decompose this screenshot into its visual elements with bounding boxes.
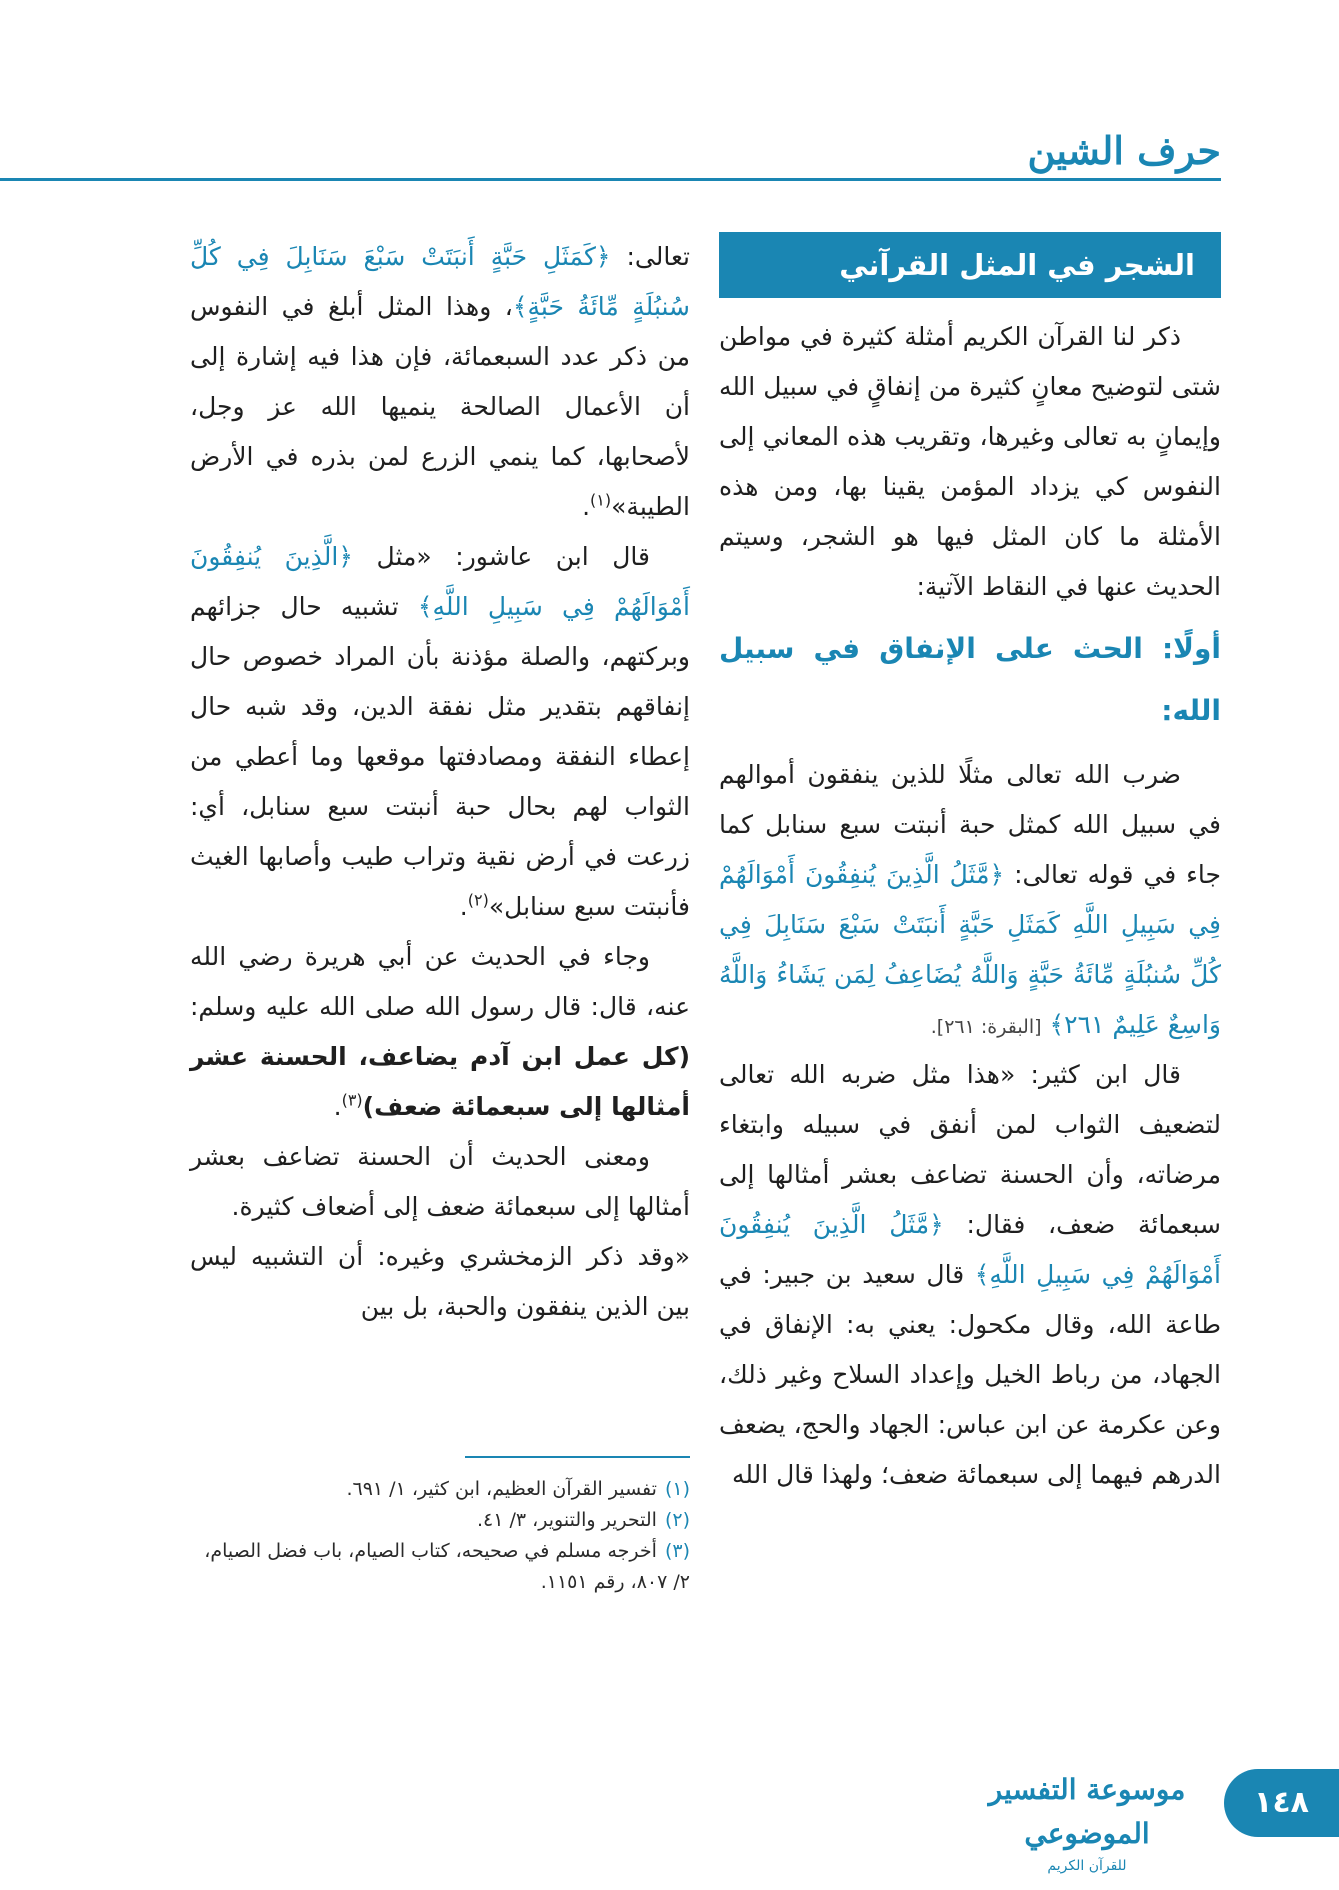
footnote-item [190, 1536, 690, 1598]
paragraph-text: قال ابن كثير: «هذا مثل ضربه الله تعالى لتضعيف الثواب لمن أنفق في سبيله وابتغاء مرضاته، وأن الحسنة تضاعف بعشر أمثالها إلى سبعمائة ضعف، فقال: [719, 1060, 1222, 1239]
encyclopedia-logo [967, 1768, 1207, 1874]
footnote-item [190, 1474, 690, 1505]
intro-paragraph: ذكر لنا القرآن الكريم أمثلة كثيرة في مواطن شتى لتوضيح معانٍ كثيرة من إنفاقٍ في سبيل الله وإيمانٍ به تعالى وغيرها، وتقريب هذه المعاني إلى النفوس كي يزداد المؤمن يقينا بها، ومن هذه الأمثلة ما كان المثل فيها هو الشجر، وسيتم الحديث عنها في النقاط الآتية: [719, 322, 1221, 601]
logo-title: موسوعة التفسير الموضوعي [988, 1773, 1186, 1850]
paragraph-text: تعالى: [626, 242, 690, 271]
logo-subtitle: للقرآن الكريم [1047, 1858, 1127, 1874]
header-rule [0, 178, 1221, 181]
paragraph-zamakhshari: «وقد ذكر الزمخشري وغيره: أن التشبيه ليس بين الذين ينفقون والحبة، بل بين [190, 1242, 690, 1321]
footnote-ref[interactable]: (١) [590, 490, 612, 510]
paragraph-hadith: وجاء في الحديث عن أبي هريرة رضي الله عنه، قال: قال رسول الله صلى الله عليه وسلم: (كل عمل ابن آدم يضاعف، الحسنة عشر أمثالها إلى سبعمائة ضعف)$^{(٣)}$. [190, 942, 690, 1121]
hadith-quote: (كل عمل ابن آدم يضاعف، الحسنة عشر أمثالها إلى سبعمائة ضعف) [190, 1042, 690, 1121]
right-column [719, 232, 1221, 1500]
page-header-title: حرف الشين [1027, 128, 1221, 173]
footnote-number: (٣) [664, 1540, 690, 1562]
footnote-rule [465, 1456, 690, 1458]
paragraph-continued: تعالى: ﴿كَمَثَلِ حَبَّةٍ أَنبَتَتْ سَبْعَ سَنَابِلَ فِي كُلِّ سُنبُلَةٍ مِّائَةُ حَبَّةٍ﴾، وهذا المثل أبلغ في النفوس من ذكر عدد السبعمائة، فإن هذا فيه إشارة إلى أن الأعمال الصالحة ينميها الله عز وجل، لأصحابها، كما ينمي الزرع لمن بذره في الأرض الطيبة»$^{(١)}$. [190, 242, 690, 521]
quran-verse: ﴿مَّثَلُ الَّذِينَ يُنفِقُونَ أَمْوَالَهُمْ فِي سَبِيلِ اللَّهِ﴾ [719, 1210, 1221, 1289]
left-column [190, 232, 690, 1332]
quran-verse: ﴿كَمَثَلِ حَبَّةٍ أَنبَتَتْ سَبْعَ سَنَابِلَ فِي كُلِّ سُنبُلَةٍ مِّائَةُ حَبَّةٍ﴾ [190, 242, 690, 321]
footnote-ref[interactable]: (٢) [467, 890, 489, 910]
footnote-number: (١) [664, 1478, 690, 1500]
footnote-text: تفسير القرآن العظيم، ابن كثير، ١/ ٦٩١. [346, 1478, 657, 1500]
paragraph-text: وجاء في الحديث عن أبي هريرة رضي الله عنه، قال: قال رسول الله صلى الله عليه وسلم: [190, 942, 690, 1021]
paragraph-meaning: ومعنى الحديث أن الحسنة تضاعف بعشر أمثالها إلى سبعمائة ضعف إلى أضعاف كثيرة. [190, 1142, 690, 1221]
paragraph-text: قال سعيد بن جبير: في طاعة الله، وقال مكحول: يعني به: الإنفاق في الجهاد، من رباط الخيل وإعداد السلاح وغير ذلك، وعن عكرمة عن ابن عباس: الجهاد والحج، يضعف الدرهم فيهما إلى سبعمائة ضعف؛ ولهذا قال الله [719, 1260, 1221, 1489]
paragraph-text: تشبيه حال جزائهم وبركتهم، والصلة مؤذنة بأن المراد خصوص حال إنفاقهم بتقدير مثل نفقة الدين، وقد شبه حال إعطاء النفقة ومصادفتها موقعها وما أعطي من الثواب لهم بحال حبة أنبتت سبع سنابل، أي: زرعت في أرض نقية وتراب طيب وأصابها الغيث فأنبتت سبع سنابل» [190, 592, 690, 921]
paragraph-text: ضرب الله تعالى مثلًا للذين ينفقون أموالهم في سبيل الله كمثل حبة أنبتت سبع سنابل كما جاء في قوله تعالى: [719, 760, 1221, 889]
footnotes [190, 1474, 690, 1598]
verse-reference: [البقرة: ٢٦١]. [930, 1016, 1042, 1038]
quran-verse: ﴿مَّثَلُ الَّذِينَ يُنفِقُونَ أَمْوَالَهُمْ فِي سَبِيلِ اللَّهِ كَمَثَلِ حَبَّةٍ أَنبَتَتْ سَبْعَ سَنَابِلَ فِي كُلِّ سُنبُلَةٍ مِّائَةُ حَبَّةٍ وَاللَّهُ يُضَاعِفُ لِمَن يَشَاءُ وَاللَّهُ وَاسِعٌ عَلِيمٌ ٢٦١﴾ [719, 860, 1221, 1039]
paragraph-parable [719, 750, 1221, 1050]
paragraph-ibn-ashur: قال ابن عاشور: «مثل ﴿الَّذِينَ يُنفِقُونَ أَمْوَالَهُمْ فِي سَبِيلِ اللَّهِ﴾ تشبيه حال جزائهم وبركتهم، والصلة مؤذنة بأن المراد خصوص حال إنفاقهم بتقدير مثل نفقة الدين، وقد شبه حال إعطاء النفقة ومصادفتها موقعها وما أعطي من الثواب لهم بحال حبة أنبتت سبع سنابل، أي: زرعت في أرض نقية وتراب طيب وأصابها الغيث فأنبتت سبع سنابل»$^{(٢)}$. [190, 542, 690, 921]
paragraph-text: قال ابن عاشور: «مثل [376, 542, 650, 571]
page-number-badge: ١٤٨ [1224, 1769, 1339, 1837]
paragraph-text: ، وهذا المثل أبلغ في النفوس من ذكر عدد السبعمائة، فإن هذا فيه إشارة إلى أن الأعمال الصالحة ينميها الله عز وجل، لأصحابها، كما ينمي الزرع لمن بذره في الأرض الطيبة» [190, 292, 690, 521]
footnote-text: أخرجه مسلم في صحيحه، كتاب الصيام، باب فضل الصيام، ٢/ ٨٠٧، رقم ١١٥١. [204, 1540, 690, 1593]
section-title-banner: الشجر في المثل القرآني [719, 232, 1221, 298]
footnote-item [190, 1505, 690, 1536]
paragraph-ibn-kathir [719, 1050, 1221, 1500]
footnote-ref[interactable]: (٣) [341, 1090, 363, 1110]
footnote-text: التحرير والتنوير، ٣/ ٤١. [476, 1509, 657, 1531]
subheading-spending: أولًا: الحث على الإنفاق في سبيل الله: [719, 632, 1221, 727]
quran-verse: ﴿الَّذِينَ يُنفِقُونَ أَمْوَالَهُمْ فِي سَبِيلِ اللَّهِ﴾ [190, 542, 690, 621]
footnote-number: (٢) [664, 1509, 690, 1531]
